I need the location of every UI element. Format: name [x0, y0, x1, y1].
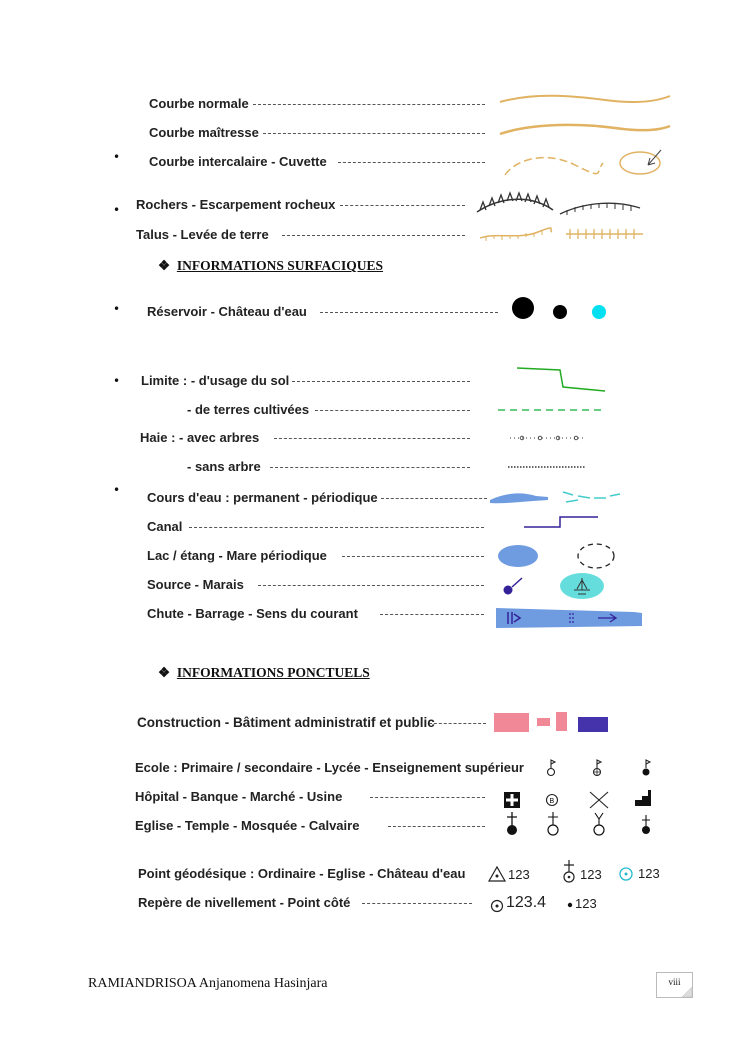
leader-line — [429, 723, 486, 724]
leader-line — [270, 467, 470, 468]
bullet: • — [113, 302, 121, 316]
label-canal: Canal — [147, 519, 183, 534]
leader-line — [370, 797, 485, 798]
label-courbe-intercalaire: Courbe intercalaire - Cuvette — [149, 154, 327, 169]
sans-arbre-symbol — [508, 461, 588, 473]
leader-line — [381, 498, 487, 499]
bullet: • — [113, 203, 121, 217]
talus-symbol — [478, 222, 648, 244]
label-haie-arbres: Haie : - avec arbres — [140, 430, 260, 445]
benchmark-icon — [489, 897, 507, 915]
heading-informations-ponctuels: ❖ INFORMATIONS PONCTUELS — [158, 665, 370, 680]
haie-arbres-symbol — [510, 432, 590, 444]
label-terres-cultivees: - de terres cultivées — [187, 402, 310, 417]
label-eglise: Eglise - Temple - Mosquée - Calvaire — [135, 818, 360, 833]
leader-line — [380, 614, 484, 615]
courbe-intercalaire-symbol — [495, 145, 675, 180]
leader-line — [362, 903, 472, 904]
leader-line — [258, 585, 484, 586]
repere-value: 123.4 — [506, 894, 547, 911]
water-tower-geodesic-icon — [617, 864, 637, 884]
label-source: Source - Marais — [147, 577, 244, 592]
label-reservoir: Réservoir - Château d'eau — [147, 304, 307, 319]
church-geodesic-icon — [560, 858, 580, 884]
geodesic-ordinaire-value: 123 — [508, 867, 530, 882]
construction-symbol — [492, 710, 612, 736]
page-number: viii — [656, 972, 693, 998]
label-chute: Chute - Barrage - Sens du courant — [147, 606, 358, 621]
source-marais-symbol — [498, 570, 608, 602]
leader-line — [274, 438, 470, 439]
leader-line — [189, 527, 484, 528]
leader-line — [340, 205, 465, 206]
courbe-normale-symbol — [495, 92, 675, 112]
leader-line — [253, 104, 485, 105]
geodesic-chateau-value: 123 — [638, 866, 660, 881]
svg-text:B: B — [549, 798, 555, 805]
label-repere: Repère de nivellement - Point côté — [138, 895, 351, 910]
leader-line — [342, 556, 484, 557]
leader-line — [320, 312, 498, 313]
leader-line — [388, 826, 485, 827]
label-sans-arbre: - sans arbre — [187, 459, 261, 474]
hopital-symbols — [500, 788, 660, 812]
bullet: • — [113, 150, 121, 164]
cote-value: 123 — [575, 896, 597, 911]
eglise-symbols — [500, 810, 660, 838]
page-corner-fold-icon — [682, 987, 692, 997]
label-ecole: Ecole : Primaire / secondaire - Lycée - Enseignement supérieur — [135, 760, 524, 775]
label-cours-eau: Cours d'eau : permanent - périodique — [147, 490, 378, 505]
label-limite-usage: Limite : - d'usage du sol — [141, 373, 290, 388]
leader-line — [292, 381, 470, 382]
diamond-bullet-icon: ❖ — [158, 665, 177, 680]
label-courbe-maitresse: Courbe maîtresse — [149, 125, 259, 140]
cours-eau-symbol — [488, 486, 638, 508]
courbe-maitresse-symbol — [495, 120, 675, 140]
rochers-symbol — [475, 192, 655, 222]
label-construction: Construction - Bâtiment administratif et public — [137, 715, 435, 730]
geodesic-eglise-value: 123 — [580, 867, 602, 882]
label-hopital: Hôpital - Banque - Marché - Usine — [135, 789, 343, 804]
spot-height-icon — [566, 901, 574, 909]
heading-informations-surfaciques: ❖ INFORMATIONS SURFACIQUES — [158, 258, 384, 273]
terres-cultivees-symbol — [498, 404, 608, 416]
label-talus: Talus - Levée de terre — [136, 227, 269, 242]
limite-usage-symbol — [515, 365, 615, 395]
triangle-geodesic-icon — [486, 864, 510, 884]
bullet: • — [113, 483, 121, 497]
lac-symbol — [496, 541, 621, 573]
diamond-bullet-icon: ❖ — [158, 258, 177, 273]
reservoir-symbol — [505, 295, 615, 325]
bullet: • — [113, 374, 121, 388]
chute-barrage-symbol — [494, 604, 644, 630]
leader-line — [282, 235, 465, 236]
canal-symbol — [520, 512, 605, 532]
label-courbe-normale: Courbe normale — [149, 96, 249, 111]
label-geodesique: Point géodésique : Ordinaire - Eglise - Château d'eau — [138, 866, 466, 881]
leader-line — [338, 162, 485, 163]
label-rochers: Rochers - Escarpement rocheux — [136, 197, 336, 212]
label-lac: Lac / étang - Mare périodique — [147, 548, 327, 563]
ecole-symbols — [543, 758, 658, 780]
leader-line — [263, 133, 485, 134]
footer-author: RAMIANDRISOA Anjanomena Hasinjara — [88, 976, 328, 991]
leader-line — [315, 410, 470, 411]
